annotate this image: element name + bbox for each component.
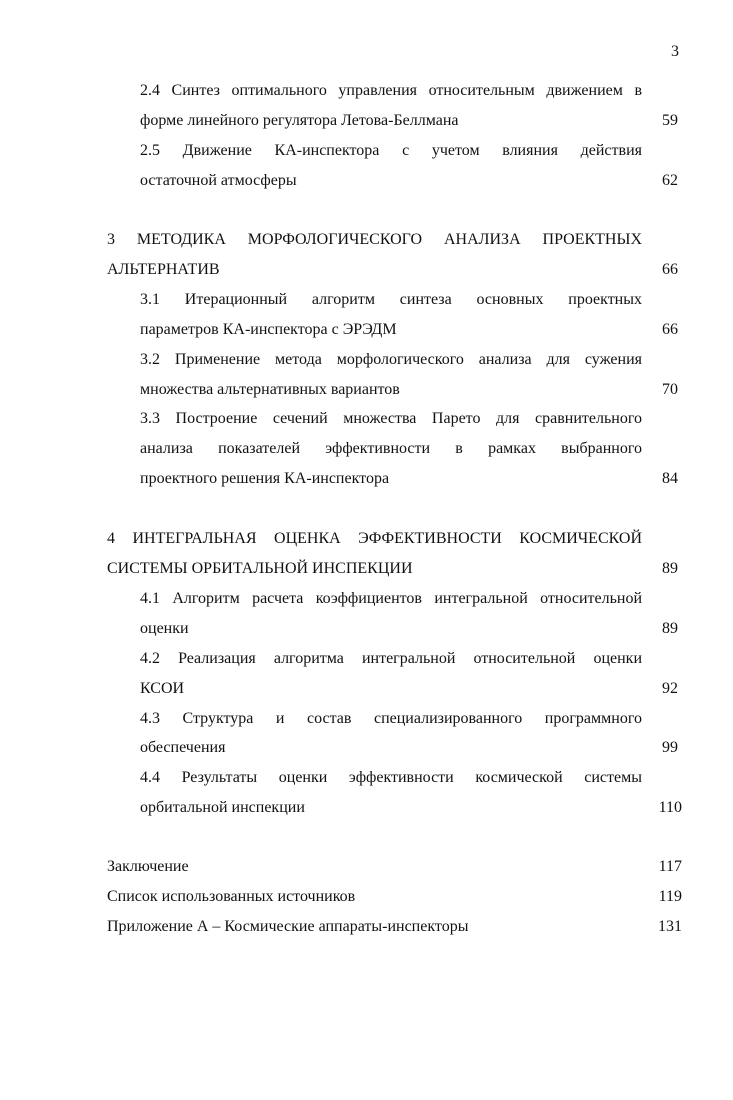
toc-entry-title: 2.5 Движение КА-инспектора с учетом влияния действия <box>140 142 642 159</box>
toc-entry-title: 3.3 Построение сечений множества Парето для сравнительного <box>140 410 642 427</box>
toc-entry-page: 66 <box>662 321 678 338</box>
toc-entry-title: орбитальной инспекции <box>140 799 305 816</box>
toc-entry-page: 119 <box>658 888 682 905</box>
toc-entry-page: 89 <box>662 620 678 637</box>
toc-entry-page: 84 <box>662 470 678 487</box>
toc-entry-title: проектного решения КА-инспектора <box>140 470 390 487</box>
toc-chapter-page: 89 <box>662 560 678 577</box>
toc-entry-page: 117 <box>658 858 682 875</box>
toc-entry-title: 4.4 Результаты оценки эффективности космической системы <box>140 769 642 786</box>
toc-entry-page: 110 <box>658 799 682 816</box>
toc-entry-page: 131 <box>658 918 682 935</box>
toc-chapter-page: 66 <box>662 261 678 278</box>
toc-entry-title: 4.2 Реализация алгоритма интегральной относительной оценки <box>140 650 642 667</box>
toc-entry-title: форме линейного регулятора Летова-Беллмана <box>140 112 459 129</box>
toc-chapter-title: АЛЬТЕРНАТИВ <box>107 261 220 278</box>
toc-entry-title: Список использованных источников <box>107 888 356 905</box>
toc-entry-title: остаточной атмосферы <box>140 172 297 189</box>
toc-entry-title: множества альтернативных вариантов <box>140 381 400 398</box>
toc-chapter-title: 3 МЕТОДИКА МОРФОЛОГИЧЕСКОГО АНАЛИЗА ПРОЕКТНЫХ <box>107 231 642 248</box>
toc-entry-title: 3.2 Применение метода морфологического анализа для сужения <box>140 351 642 368</box>
toc-chapter-title: 4 ИНТЕГРАЛЬНАЯ ОЦЕНКА ЭФФЕКТИВНОСТИ КОСМИЧЕСКОЙ <box>107 530 642 547</box>
toc-entry-title: Приложение А – Космические аппараты-инспекторы <box>107 918 469 935</box>
toc-entry-title: 4.3 Структура и состав специализированного программного <box>140 710 642 727</box>
toc-chapter-title: СИСТЕМЫ ОРБИТАЛЬНОЙ ИНСПЕКЦИИ <box>107 560 413 577</box>
toc-entry-title: обеспечения <box>140 739 226 756</box>
toc-entry-page: 99 <box>662 739 678 756</box>
toc-entry-page: 62 <box>662 172 678 189</box>
toc-entry-title: Заключение <box>107 858 189 875</box>
toc-entry-title: 3.1 Итерационный алгоритм синтеза основных проектных <box>140 291 642 308</box>
toc-entry-page: 59 <box>662 112 678 129</box>
toc-entry-title: анализа показателей эффективности в рамках выбранного <box>140 440 642 457</box>
toc-entry-page: 70 <box>662 381 678 398</box>
page-number: 3 <box>671 43 679 60</box>
toc-entry-title: КСОИ <box>140 680 185 697</box>
toc-entry-title: параметров КА-инспектора с ЭРЭДМ <box>140 321 397 338</box>
toc-entry-title: оценки <box>140 620 189 637</box>
toc-entry-title: 2.4 Синтез оптимального управления относительным движением в <box>140 82 642 99</box>
toc-entry-title: 4.1 Алгоритм расчета коэффициентов интегральной относительной <box>140 590 642 607</box>
toc-entry-page: 92 <box>662 680 678 697</box>
